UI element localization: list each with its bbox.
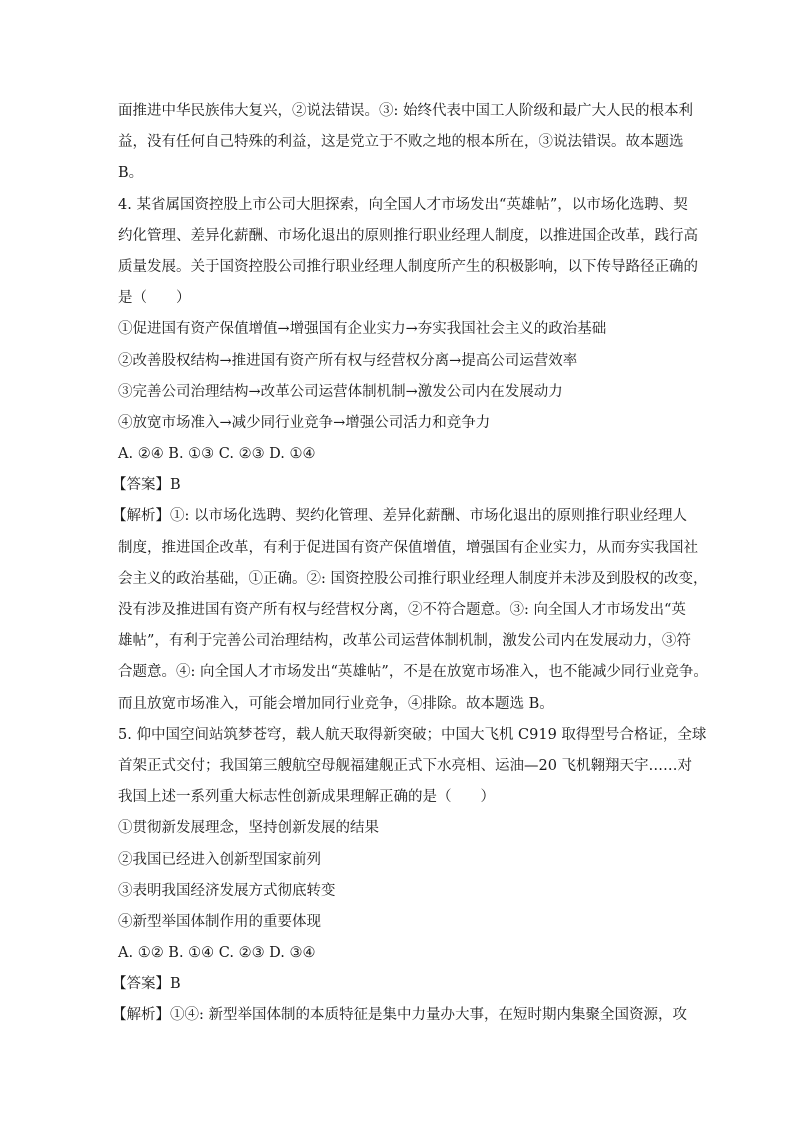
text-line: 会主义的政治基础，①正确。②: 国资控股公司推行职业经理人制度并未涉及到股权的改变， (118, 570, 708, 587)
text-line: ④新型举国体制作用的重要体现 (118, 913, 321, 930)
text-line: ③表明我国经济发展方式彻底转变 (118, 882, 336, 899)
document-body (112, 96, 708, 1032)
text-line: 首架正式交付；我国第三艘航空母舰福建舰正式下水亮相、运油—20 飞机翱翔天宇……对 (118, 757, 693, 774)
text-line: ④放宽市场准入→减少同行业竞争→增强公司活力和竞争力 (118, 414, 491, 431)
text-line: 我国上述一系列重大标志性创新成果理解正确的是（ ） (118, 789, 495, 806)
text-line: 【解析】①④: 新型举国体制的本质特征是集中力量办大事，在短时期内集聚全国资源，攻 (112, 1007, 687, 1024)
text-line: 益，没有任何自己特殊的利益，这是党立于不败之地的根本所在，③说法错误。故本题选 (118, 134, 684, 151)
text-line: 雄帖”，有利于完善公司治理结构，改革公司运营体制机制，激发公司内在发展动力，③符 (118, 633, 691, 650)
text-line: 质量发展。关于国资控股公司推行职业经理人制度所产生的积极影响，以下传导路径正确的 (118, 258, 698, 275)
text-line: 合题意。④: 向全国人才市场发出“英雄帖”，不是在放宽市场准入，也不能减少同行业竞争。 (118, 664, 708, 681)
text-line: 而且放宽市场准入，可能会增加同行业竞争，④排除。故本题选 B。 (118, 695, 554, 712)
document-page (112, 96, 708, 1032)
text-line: 【解析】①: 以市场化选聘、契约化管理、差异化薪酬、市场化退出的原则推行职业经理人 (112, 508, 687, 525)
text-line: 约化管理、差异化薪酬、市场化退出的原则推行职业经理人制度，以推进国企改革，践行高 (118, 227, 698, 244)
text-line: ①促进国有资产保值增值→增强国有企业实力→夯实我国社会主义的政治基础 (118, 321, 607, 338)
text-line: 5. 仰中国空间站筑梦苍穹，载人航天取得新突破；中国大飞机 C919 取得型号合格证，全球 (118, 726, 707, 743)
text-line: ①贯彻新发展理念，坚持创新发展的结果 (118, 820, 379, 837)
text-line: 【答案】B (112, 976, 181, 993)
text-line: 【答案】B (112, 477, 181, 494)
text-line: 制度，推进国企改革，有利于促进国有资产保值增值，增强国有企业实力，从而夯实我国社 (118, 539, 698, 556)
text-line: 4. 某省属国资控股上市公司大胆探索，向全国人才市场发出“英雄帖”，以市场化选聘、契 (118, 196, 688, 213)
text-line: ③完善公司治理结构→改革公司运营体制机制→激发公司内在发展动力 (118, 383, 563, 400)
text-line: A. ②④ B. ①③ C. ②③ D. ①④ (118, 446, 316, 463)
text-line: A. ①② B. ①④ C. ②③ D. ③④ (118, 945, 316, 962)
text-line: 是（ ） (118, 290, 191, 307)
text-line: ②我国已经进入创新型国家前列 (118, 851, 321, 868)
text-line: 没有涉及推进国有资产所有权与经营权分离，②不符合题意。③: 向全国人才市场发出“英 (118, 602, 686, 618)
text-line: 面推进中华民族伟大复兴，②说法错误。③: 始终代表中国工人阶级和最广大人民的根本利 (118, 103, 693, 119)
text-line: ②改善股权结构→推进国有资产所有权与经营权分离→提高公司运营效率 (118, 352, 578, 369)
text-line: B。 (118, 165, 144, 182)
